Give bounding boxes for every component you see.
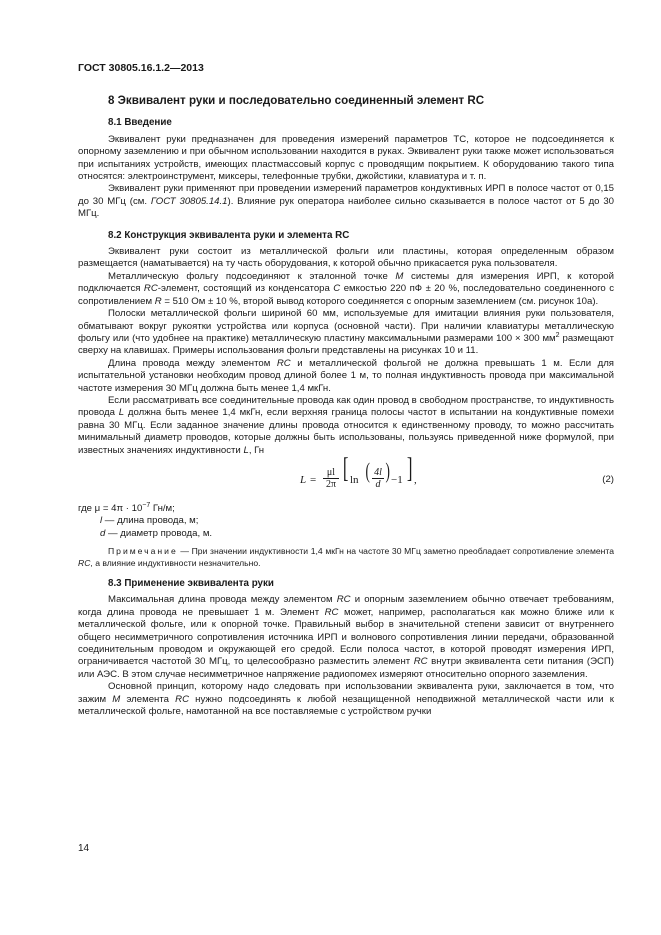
note: Примечание — При значении индуктивности 1,4 мкГн на частоте 30 МГц заметно преобладает сопротивление элемента RC, а влияние индуктивности незначительно. — [78, 546, 614, 568]
right-paren-glyph: ) — [385, 457, 390, 483]
formula-equals: = — [310, 473, 317, 486]
paragraph: Если рассматривать все соединительные провода как один провод в свободном пространстве, то индуктивность провода L должна быть менее 1,4 мкГн, если верхняя граница полосы частот в испытании на кондуктивные помехи равна 30 МГц. Если заданное значение длины провода относится к единственному проводу, то можно рассчитать минимальный диаметр проводов, которые должны быть использованы, пользуясь приведенной ниже формулой, при известных значениях индуктивности L, Гн — [78, 394, 614, 456]
formula-ln: ln — [350, 473, 359, 486]
right-bracket-glyph: ] — [406, 452, 413, 484]
formula-fraction-4l-d: $\frac{4l}{d}$ — [372, 467, 384, 490]
formula-legend: где $\mu = 4\pi \cdot 10^{-7}$ Гн/м; l — длина провода, м; d — диаметр провода, м. — [78, 501, 213, 539]
paragraph: Эквивалент руки применяют при проведении измерений параметров кондуктивных ИРП в полосе частот от 0,15 до 30 МГц (см. ГОСТ 30805.14.1). Влияние рук оператора наиболее сильно сказывается в полосе частот от 5 до 30 МГц. — [78, 183, 615, 220]
formula-2 — [78, 452, 614, 501]
paragraph: Эквивалент руки состоит из металлической фольги или пластины, которая определенным образом размещается (наматывается) на ту часть оборудования, к которой обычно прикасается рука пользователя. — [78, 246, 614, 270]
left-bracket-glyph: [ — [342, 452, 349, 484]
paragraph: Эквивалент руки предназначен для проведения измерений параметров ТС, которое не подсоединяется к опорному заземлению и при обычном использовании находится в руках. Эквивалент руки также может использоваться при испытаниях устройств, имеющих пластмассовый корпус с проводящим покрытием. К оборудованию такого типа относятся: электроинструмент, миксеры, телефонные трубки, джойстики, клавиатура и т. п. — [78, 133, 614, 183]
formula-lhs: L — [300, 473, 307, 486]
paragraph: Металлическую фольгу подсоединяют к эталонной точке M системы для измерения ИРП, к которой подключается RC-элемент, состоящий из конденсатора C емкостью 220 пФ ± 20 %, последовательно соединенного с сопротивлением R = 510 Ом ± 10 %, второй вывод которого соединяется с опорным заземлением (см. рисунок 10а). — [78, 270, 615, 307]
page-content — [78, 95, 614, 718]
formula-minus-one: −1 — [391, 473, 403, 486]
page-number: 14 — [78, 843, 90, 854]
paragraph: Максимальная длина провода между элементом RC и опорным заземлением обычно отвечает требованиям, когда длина провода не превышает 1 м. Элемент RC может, например, располагаться как можно ближе или к металлической фольге, или к опорной точке. Правильный выбор в значительной степени зависит от внутреннего общего несимметричного сопротивления источника ИРП и волнового сопротивления линии передачи, образованной соединительным проводом и окружающей его средой. Если полоса частот, в которой проводят измерения ИРП, ограничивается частотой 30 МГц, то целесообразно разместить элемент RC внутри эквивалента сети питания (ЭСП) или АЭС. В этом случае несимметричное напряжение радиопомех измеряют относительно опорного заземления. — [78, 594, 614, 680]
formula-number: (2) — [602, 473, 614, 485]
note-label: Примечание — [108, 546, 178, 557]
paragraph: Длина провода между элементом RC и металлической фольгой не должна превышать 1 м. Если для испытательной установки необходим провод длиной более 1 м, то полная индуктивность провода при максимальной частоте измерения 30 МГц должна быть менее 1,4 мкГн. — [78, 357, 614, 394]
subsection-title-8-1: 8.1 Введение — [108, 117, 172, 129]
subsection-title-8-2: 8.2 Конструкция эквивалента руки и элемента RC — [108, 229, 350, 241]
standard-reference: ГОСТ 30805.14.1 — [150, 195, 228, 207]
paragraph: Полоски металлической фольги шириной 60 мм, используемые для имитации влияния руки пользователя, обматывают вокруг рукоятки устройства или корпуса (основной части). При наличии клавиатуры металлическую фольгу или (что удобнее на практике) металлическую пластину максимальными размерами 100 × 300 $мм^2$ размещают сверху на клавишах. Примеры использования фольги представлены на рисунках 10 и 11. — [78, 308, 614, 357]
section-title: 8 Эквивалент руки и последовательно соединенный элемент RC — [108, 94, 485, 107]
left-paren-glyph: ( — [365, 457, 370, 483]
document-header: ГОСТ 30805.16.1.2—2013 — [78, 62, 204, 74]
formula-fraction-mu-l: $\frac{\mu l}{2\pi}$ — [323, 467, 339, 490]
paragraph: Основной принцип, которому надо следовать при использовании эквивалента руки, заключается в том, что зажим M элемента RC нужно подсоединять к любой незащищенной неподвижной металлической части или к металлической фольге, намотанной на все поставляемые с устройством ручки — [78, 681, 614, 718]
subsection-title-8-3: 8.3 Применение эквивалента руки — [108, 578, 274, 589]
formula-comma: , — [414, 473, 417, 486]
